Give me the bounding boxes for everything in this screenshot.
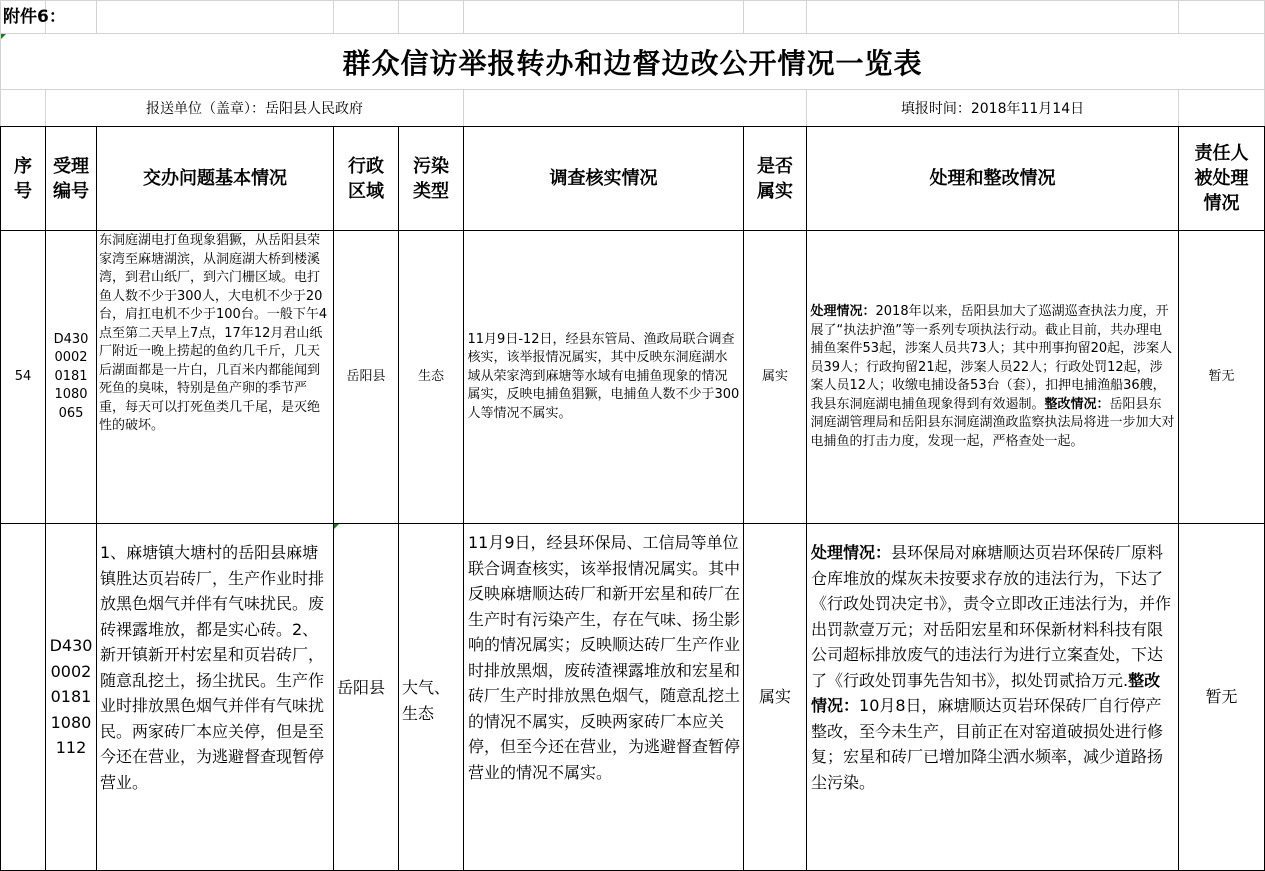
row1-handling-cell	[807, 231, 1178, 523]
row1-accept-no: D430 0002 0181 1080 065	[53, 331, 89, 421]
row2-handling-label: 处理情况：	[811, 543, 892, 562]
header-accountability: 责任人 被处理 情况	[1194, 143, 1249, 214]
header-accept-no: 受理 编号	[53, 155, 89, 202]
row2-handling-text: 县环保局对麻塘顺达页岩环保砖厂原料仓库堆放的煤灰未按要求存放的违法行为，下达了《行政处罚决定书》，责令立即改正违法行为，并作出罚款壹万元；对岳阳宏星和环保新材料科技有限公司超标排放废气的违法行为进行立案查处，下达了《行政处罚事先告知书》，拟处罚贰拾万元.	[811, 543, 1172, 690]
page-title: 群众信访举报转办和边督边改公开情况一览表	[342, 46, 923, 80]
row2-rectify-label: 整改情况：	[811, 670, 1161, 715]
cell-comment-marker	[334, 524, 339, 529]
row1-accountability: 暂无	[1208, 368, 1235, 384]
row2-issue: 1、麻塘镇大塘村的岳阳县麻塘镇胜达页岩砖厂，生产作业时排放黑色烟气并伴有气味扰民。废砖裸露堆放，都是实心砖。2、新开镇新开村宏星和页岩砖厂，随意乱挖土，扬尘扰民。生产作业时排放黑色烟气并伴有气味扰民。两家砖厂本应关停，但是至今还在营业，为逃避督查现暂停营业。	[100, 543, 325, 792]
row1-rectify-text: 岳阳县东洞庭湖管理局和岳阳县东洞庭湖渔政监察执法局将进一步加大对电捕鱼的打击力度，发现一起，严格查处一起。	[810, 396, 1175, 449]
header-seq: 序 号	[14, 155, 32, 202]
header-issue: 交办问题基本情况	[143, 168, 287, 189]
row2-is-true: 属实	[758, 687, 791, 707]
row1-region: 岳阳县	[346, 368, 386, 384]
row1-handling-label: 处理情况：	[810, 304, 876, 319]
row2-seq	[1, 524, 45, 870]
header-investigation: 调查核实情况	[549, 168, 658, 189]
row2-handling	[811, 540, 1175, 865]
row1-handling-text: 2018年以来，岳阳县加大了巡湖巡查执法力度，开展了“执法护渔”等一系列专项执法行动。截止目前，共办理电捕鱼案件53起，涉案人员共73人；其中刑事拘留20起，涉案人员39人；行政拘留21起，涉案人员22人；行政处罚12起，涉案人员12人；收缴电捕设备53台（套），扣押电捕渔船36艘，我县东洞庭湖电捕鱼现象得到有效遏制。	[810, 304, 1173, 412]
row2-accountability: 暂无	[1205, 687, 1238, 707]
header-is-true: 是否 属实	[757, 155, 793, 202]
reporting-unit: 报送单位（盖章）：岳阳县人民政府	[146, 101, 363, 117]
row2-region: 岳阳县	[337, 678, 386, 697]
row2-pollution: 大气、生态	[402, 678, 451, 723]
header-region: 行政 区域	[348, 155, 384, 202]
header-pollution: 污染 类型	[413, 155, 449, 202]
row1-issue: 东洞庭湖电打鱼现象猖獗，从岳阳县荣家湾至麻塘湖滨，从洞庭湖大桥到楼溪湾，到君山纸厂，到六门栅区域。电打鱼人数不少于300人，大电机不少于20台，肩扛电机不少于100台。一般下午4点至第二天早上7点，17年12月君山纸厂附近一晚上捞起的鱼约几千斤，几天后湖面都是一片白，几百米内都能闻到死鱼的臭味，特别是鱼产卵的季节严重，每天可以打死鱼类几千尾，是灭绝性的破坏。	[99, 233, 328, 433]
row1-seq: 54	[14, 368, 32, 384]
fill-date: 填报时间：2018年11月14日	[900, 101, 1085, 117]
row2-investigation: 11月9日，经县环保局、工信局等单位联合调查核实，该举报情况属实。其中反映麻塘顺达砖厂和新开宏星和砖厂在生产时有污染产生，存在气味、扬尘影响的情况属实；反映顺达砖厂生产作业时排放黑烟，废砖渣裸露堆放和宏星和砖厂生产时排放黑色烟气，随意乱挖土的情况不属实，反映两家砖厂本应关停，但至今还在营业，为逃避督查暂停营业的情况不属实。	[468, 533, 740, 782]
row1-rectify-label: 整改情况：	[1044, 396, 1110, 412]
row1-handling	[811, 303, 1175, 451]
attachment-label: 附件6：	[3, 7, 66, 27]
row1-pollution: 生态	[417, 368, 444, 384]
row1-investigation-cell	[464, 231, 743, 523]
row2-accept-no: D430 0002 0181 1080 112	[49, 636, 93, 758]
row1-is-true: 属实	[761, 368, 788, 384]
row1-investigation: 11月9日-12日，经县东管局、渔政局联合调查核实，该举报情况属实，其中反映东洞庭湖水域从荣家湾到麻塘等水域有电捕鱼现象的情况属实，反映电捕鱼猖獗，电捕鱼人数不少于300人等情况不属实。	[467, 331, 740, 421]
row2-rectify-text: 10月8日，麻塘顺达页岩环保砖厂自行停产整改，至今未生产，目前正在对窑道破损处进行修复；宏星和砖厂已增加降尘洒水频率，减少道路扬尘污染。	[811, 696, 1164, 792]
header-handling: 处理和整改情况	[929, 168, 1056, 189]
